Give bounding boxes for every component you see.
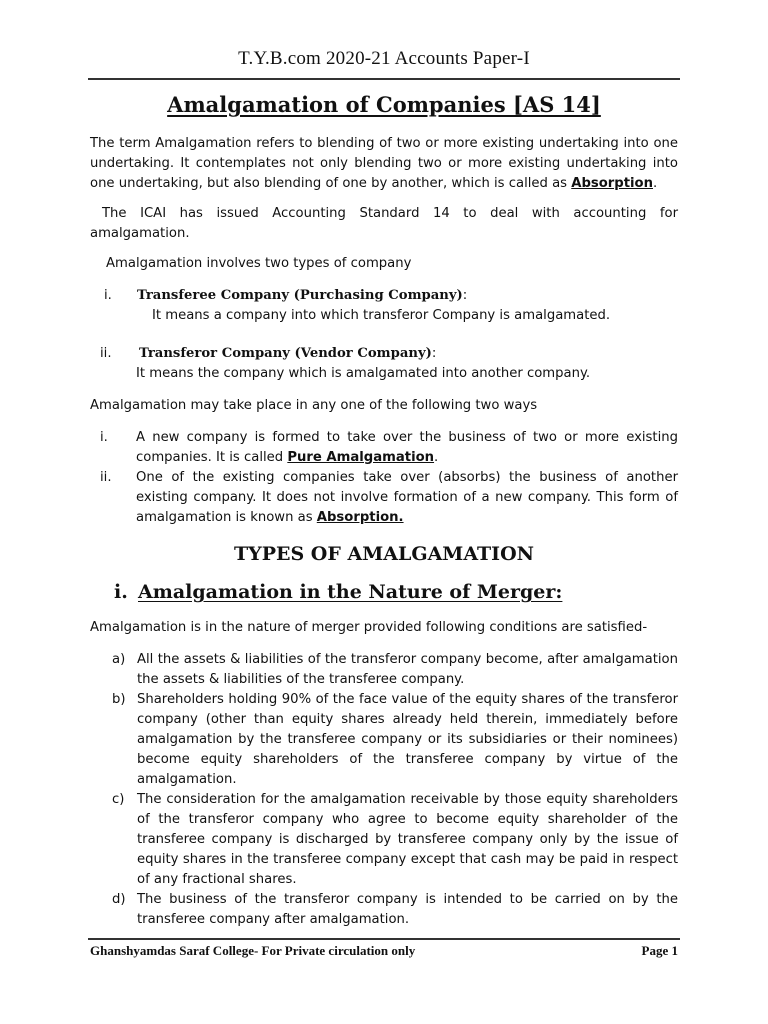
- merger-heading: [90, 580, 678, 604]
- types-heading: TYPES OF AMALGAMATION: [234, 543, 534, 565]
- condition-text: The consideration for the amalgamation receivable by those equity shareholders of the transferor company who agree to become equity shareholder of the transferee company is discharged by transferee company only by the issue of equity shares in the transferee company except that cash may be paid in respect of any fractional shares.: [137, 792, 678, 887]
- involves-paragraph: Amalgamation involves two types of company: [106, 256, 412, 271]
- header-rule: [88, 78, 680, 80]
- intro-text: The term Amalgamation refers to blending of two or more existing undertaking into one undertaking. It contemplates not only blending two or more existing undertaking into one undertaking, but also blending of one by another, which is called as: [90, 136, 678, 191]
- merger-number: i.: [114, 581, 128, 603]
- company-type-item: [90, 286, 678, 326]
- intro-end: .: [653, 176, 658, 191]
- footer-rule: [88, 938, 680, 940]
- way-item: [90, 428, 678, 468]
- page-number: Page 1: [641, 943, 678, 958]
- condition-text: Shareholders holding 90% of the face value of the equity shares of the transferor company (other than equity shares already held therein, immediately before amalgamation by the transferee company or its subsidiaries or their nominees) become equity shareholders of the transferee company by virtue of the amalgamation.: [137, 692, 678, 787]
- absorption-term: Absorption.: [316, 510, 404, 525]
- way-text: A new company is formed to take over the business of two or more existing companies. It is called: [136, 430, 678, 465]
- condition-label: d): [112, 892, 126, 907]
- footer-college: Ghanshyamdas Saraf College- For Private circulation only: [90, 943, 416, 958]
- conditions-list: [90, 650, 678, 930]
- company-type-colon: :: [431, 346, 437, 361]
- company-type-name: Transferee Company (Purchasing Company): [137, 288, 463, 303]
- ways-intro: Amalgamation may take place in any one of the following two ways: [90, 398, 538, 413]
- item-number: i.: [104, 288, 112, 303]
- company-type-item: [90, 344, 678, 384]
- condition-label: a): [112, 652, 126, 667]
- condition-text: The business of the transferor company is intended to be carried on by the transferee company after amalgamation.: [137, 892, 678, 927]
- condition-label: c): [112, 792, 125, 807]
- way-text: One of the existing companies take over (absorbs) the business of another existing company. It does not involve formation of a new company. This form of amalgamation is known as: [136, 470, 678, 525]
- way-item: [90, 468, 678, 528]
- condition-text: All the assets & liabilities of the transferor company become, after amalgamation the assets & liabilities of the transferee company.: [137, 652, 678, 687]
- way-text-wrap: [136, 468, 678, 528]
- way-text-wrap: [136, 428, 678, 468]
- way-end: .: [434, 450, 439, 465]
- document-title: Amalgamation of Companies [AS 14]: [167, 92, 601, 117]
- item-number: i.: [100, 430, 108, 445]
- page-header: T.Y.B.com 2020-21 Accounts Paper-I: [238, 48, 530, 69]
- company-type-colon: :: [462, 288, 468, 303]
- icai-paragraph: The ICAI has issued Accounting Standard 14 to deal with accounting for amalgamation.: [90, 206, 678, 241]
- item-number: ii.: [100, 346, 112, 361]
- absorption-term: Absorption: [571, 176, 654, 191]
- company-type-desc: It means the company which is amalgamated into another company.: [136, 366, 591, 381]
- company-type-name: Transferor Company (Vendor Company): [139, 346, 432, 361]
- merger-intro: Amalgamation is in the nature of merger provided following conditions are satisfied-: [90, 620, 648, 635]
- condition-item: [112, 890, 678, 930]
- condition-label: b): [112, 692, 126, 707]
- document-body: [90, 134, 678, 930]
- merger-heading-text: Amalgamation in the Nature of Merger:: [138, 581, 563, 603]
- condition-item: [112, 650, 678, 690]
- condition-item: [112, 790, 678, 890]
- item-number: ii.: [100, 470, 112, 485]
- intro-paragraph: [90, 134, 678, 194]
- pure-amalgamation-term: Pure Amalgamation: [287, 450, 435, 465]
- company-type-desc: It means a company into which transferor Company is amalgamated.: [152, 308, 611, 323]
- condition-item: [112, 690, 678, 790]
